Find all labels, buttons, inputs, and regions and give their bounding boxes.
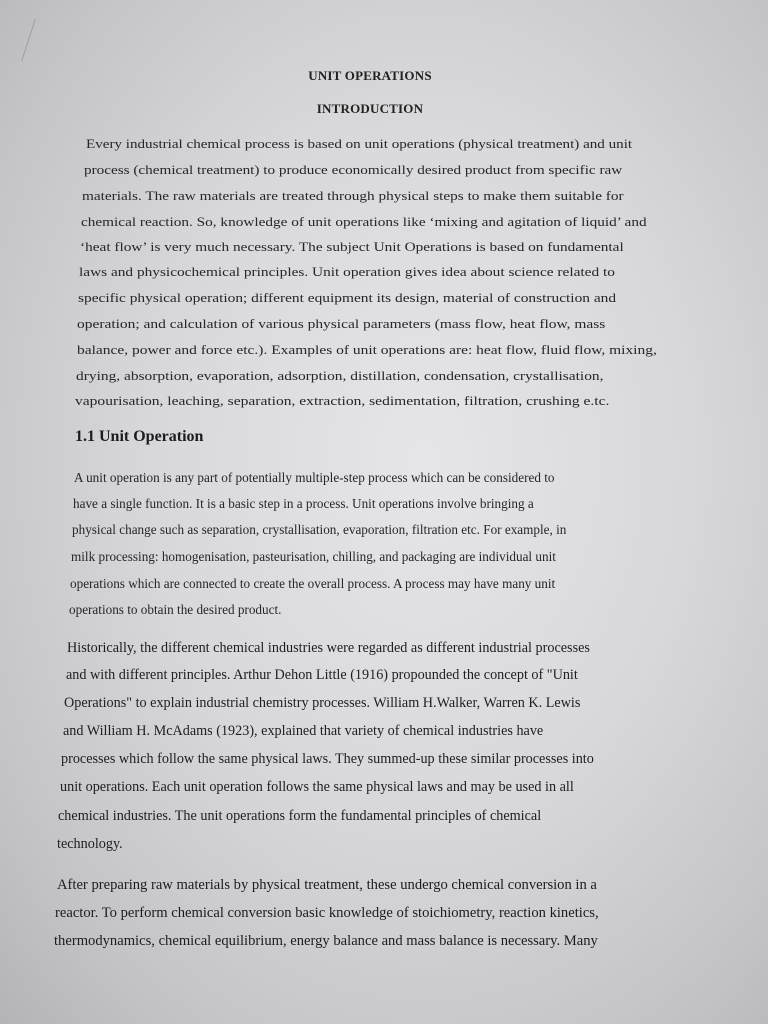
document-subtitle: INTRODUCTION	[316, 101, 424, 116]
section-heading: 1.1 Unit Operation	[75, 428, 204, 445]
text-line: have a single function. It is a basic step in a process. Unit operations involve bringing a	[73, 496, 534, 511]
text-line: vapourisation, leaching, separation, extraction, sedimentation, filtration, crushing e.tc.	[75, 394, 610, 408]
text-line: A unit operation is any part of potentially multiple-step process which can be considered to	[74, 470, 555, 485]
pen-mark	[21, 19, 36, 61]
text-line: laws and physicochemical principles. Unit operation gives idea about science related to	[79, 265, 615, 279]
text-line: physical change such as separation, crystallisation, evaporation, filtration etc. For example, in	[72, 522, 567, 537]
text-line: and William H. McAdams (1923), explained that variety of chemical industries have	[63, 723, 544, 739]
text-line: operations which are connected to create the overall process. A process may have many unit	[70, 576, 556, 591]
text-line: Every industrial chemical process is based on unit operations (physical treatment) and unit	[86, 137, 633, 151]
text-line: unit operations. Each unit operation follows the same physical laws and may be used in all	[60, 779, 574, 795]
text-line: technology.	[57, 836, 123, 852]
text-line: and with different principles. Arthur Dehon Little (1916) propounded the concept of "Unit	[66, 667, 578, 683]
text-line: After preparing raw materials by physical treatment, these undergo chemical conversion in a	[57, 877, 597, 893]
text-line: processes which follow the same physical laws. They summed-up these similar processes into	[61, 751, 594, 767]
text-line: balance, power and force etc.). Examples of unit operations are: heat flow, fluid flow, mixing,	[77, 343, 657, 357]
text-line: process (chemical treatment) to produce economically desired product from specific raw	[84, 163, 623, 177]
text-line: thermodynamics, chemical equilibrium, energy balance and mass balance is necessary. Many	[54, 933, 598, 949]
text-line: Historically, the different chemical industries were regarded as different industrial processes	[67, 640, 590, 656]
document-title: UNIT OPERATIONS	[308, 68, 432, 83]
text-line: drying, absorption, evaporation, adsorption, distillation, condensation, crystallisation,	[76, 369, 604, 383]
text-line: chemical reaction. So, knowledge of unit operations like ‘mixing and agitation of liquid’ and	[81, 215, 647, 229]
text-line: ‘heat flow’ is very much necessary. The subject Unit Operations is based on fundamental	[80, 240, 624, 254]
text-line: chemical industries. The unit operations form the fundamental principles of chemical	[58, 808, 542, 824]
text-line: specific physical operation; different equipment its design, material of construction and	[78, 291, 617, 305]
text-line: Operations" to explain industrial chemistry processes. William H.Walker, Warren K. Lewis	[64, 695, 581, 711]
text-line: operation; and calculation of various physical parameters (mass flow, heat flow, mass	[77, 317, 606, 331]
text-line: operations to obtain the desired product.	[69, 602, 282, 617]
text-line: reactor. To perform chemical conversion basic knowledge of stoichiometry, reaction kinetics,	[55, 905, 599, 921]
text-line: materials. The raw materials are treated through physical steps to make them suitable for	[82, 189, 624, 203]
text-line: milk processing: homogenisation, pasteurisation, chilling, and packaging are individual unit	[71, 549, 556, 564]
